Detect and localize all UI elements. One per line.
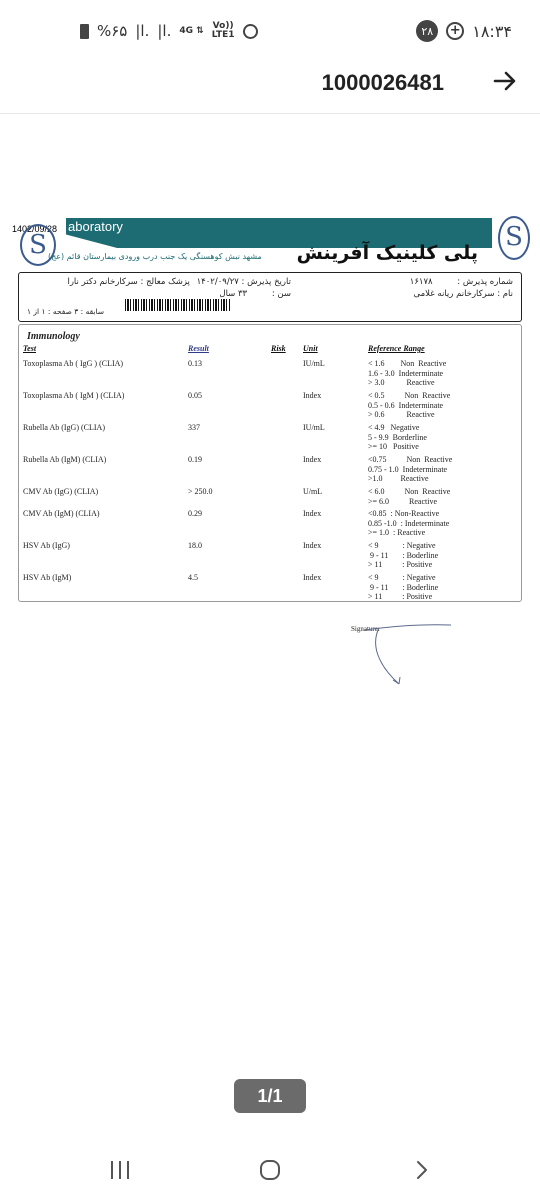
- alarm-icon: [243, 24, 258, 39]
- signature-label: Signature:: [351, 625, 380, 633]
- signature-scribble: [363, 622, 463, 688]
- reference-range: < 1.6 Non Reactive 1.6 - 3.0 Indeterminate > 3.0 Reactive: [368, 359, 447, 387]
- test-unit: Index: [303, 455, 322, 464]
- barcode: [125, 299, 231, 311]
- battery-percent: %۶۵: [97, 22, 128, 40]
- page-indicator: 1/1: [234, 1079, 306, 1113]
- test-unit: Index: [303, 541, 322, 550]
- add-circle-icon: +: [446, 22, 464, 40]
- test-result: 0.19: [188, 455, 202, 464]
- recents-button[interactable]: [100, 1154, 140, 1186]
- reception-date: تاریخ پذیرش : ۱۴۰۲/۰۹/۲۷ پزشک معالج : سرکارخانم دکتر نارا: [67, 277, 291, 287]
- signal-icon: |l.: [157, 22, 172, 40]
- home-icon: [258, 1158, 282, 1182]
- column-header-risk: Risk: [271, 344, 286, 353]
- test-unit: Index: [303, 573, 322, 582]
- page-history: سابقه : ۳ صفحه : ۱ از ۱: [27, 307, 105, 316]
- test-result: 0.13: [188, 359, 202, 368]
- section-title: Immunology: [27, 331, 80, 342]
- patient-info-box: [18, 272, 522, 322]
- test-result: 4.5: [188, 573, 198, 582]
- reference-range: < 9 : Negative 9 - 11 : Boderline > 11 : Positive: [368, 573, 439, 601]
- reference-range: < 0.5 Non Reactive 0.5 - 0.6 Indeterminate > 0.6 Reactive: [368, 391, 451, 419]
- back-arrow-icon[interactable]: [492, 68, 518, 99]
- test-name: Toxoplasma Ab ( IgM ) (CLIA): [23, 391, 125, 400]
- status-right: [416, 20, 512, 42]
- test-name: HSV Ab (IgG): [23, 541, 70, 550]
- clinic-name: پلی کلینیک آفرینش: [296, 242, 478, 264]
- test-result: 337: [188, 423, 200, 432]
- column-header-reference: Reference Range: [368, 344, 425, 353]
- test-unit: Index: [303, 509, 322, 518]
- reception-number: شماره پذیرش : ۱۶۱۷۸: [409, 277, 513, 287]
- column-header-result: Result: [188, 344, 209, 353]
- back-button[interactable]: [402, 1154, 442, 1186]
- test-unit: Index: [303, 391, 322, 400]
- home-button[interactable]: [250, 1154, 290, 1186]
- column-header-unit: Unit: [303, 344, 318, 353]
- test-result: 0.29: [188, 509, 202, 518]
- system-navbar: [0, 1140, 540, 1200]
- reference-range: < 4.9 Negative 5 - 9.9 Borderline >= 10 Positive: [368, 423, 427, 451]
- patient-name: نام : سرکارخانم ریانه غلامی: [413, 289, 513, 299]
- test-result: 18.0: [188, 541, 202, 550]
- print-date: 1402/09/28: [12, 224, 58, 234]
- test-name: HSV Ab (IgM): [23, 573, 72, 582]
- test-name: Rubella Ab (IgG) (CLIA): [23, 423, 105, 432]
- test-name: CMV Ab (IgG) (CLIA): [23, 487, 99, 496]
- reference-range: < 6.0 Non Reactive >= 6.0 Reactive: [368, 487, 451, 506]
- volte-indicator: Vo)) LTE1: [211, 21, 235, 40]
- clinic-address: مشهد نبش کوهسنگی یک جنب درب ورودی بیمارستان قائم (عج): [48, 252, 262, 261]
- battery-icon: [80, 24, 89, 39]
- test-unit: IU/mL: [303, 359, 325, 368]
- arrow-right-icon: [492, 68, 518, 94]
- reference-range: <0.75 Non Reactive 0.75 - 1.0 Indeterminate >1.0 Reactive: [368, 455, 453, 483]
- signal-icon: |l.: [135, 22, 150, 40]
- network-type: 4G ⇅: [179, 25, 204, 36]
- clinic-logo: [498, 216, 530, 260]
- document-title: 1000026481: [321, 70, 444, 95]
- test-unit: U/mL: [303, 487, 323, 496]
- chevron-right-icon: [412, 1159, 432, 1181]
- test-result: > 250.0: [188, 487, 213, 496]
- test-name: Toxoplasma Ab ( IgG ) (CLIA): [23, 359, 124, 368]
- recents-icon: [108, 1159, 132, 1181]
- test-result: 0.05: [188, 391, 202, 400]
- clock: ۱۸:۳۴: [472, 21, 512, 41]
- test-unit: IU/mL: [303, 423, 325, 432]
- reference-range: <0.85 : Non-Reactive 0.85 -1.0 : Indeterminate >= 1.0 : Reactive: [368, 509, 450, 537]
- reference-range: < 9 : Negative 9 - 11 : Boderline > 11 : Positive: [368, 541, 439, 569]
- column-header-test: Test: [23, 344, 37, 353]
- viewer-header: [0, 62, 540, 114]
- patient-age: سن : ۳۳ سال: [219, 289, 291, 299]
- test-name: CMV Ab (IgM) (CLIA): [23, 509, 100, 518]
- notification-badge: ۲۸: [416, 20, 438, 42]
- test-name: Rubella Ab (IgM) (CLIA): [23, 455, 107, 464]
- results-table: [18, 324, 522, 602]
- lab-report[interactable]: [8, 210, 534, 650]
- status-bar: [0, 0, 540, 62]
- laboratory-band-text: aboratory: [68, 219, 123, 234]
- status-left: [80, 22, 258, 40]
